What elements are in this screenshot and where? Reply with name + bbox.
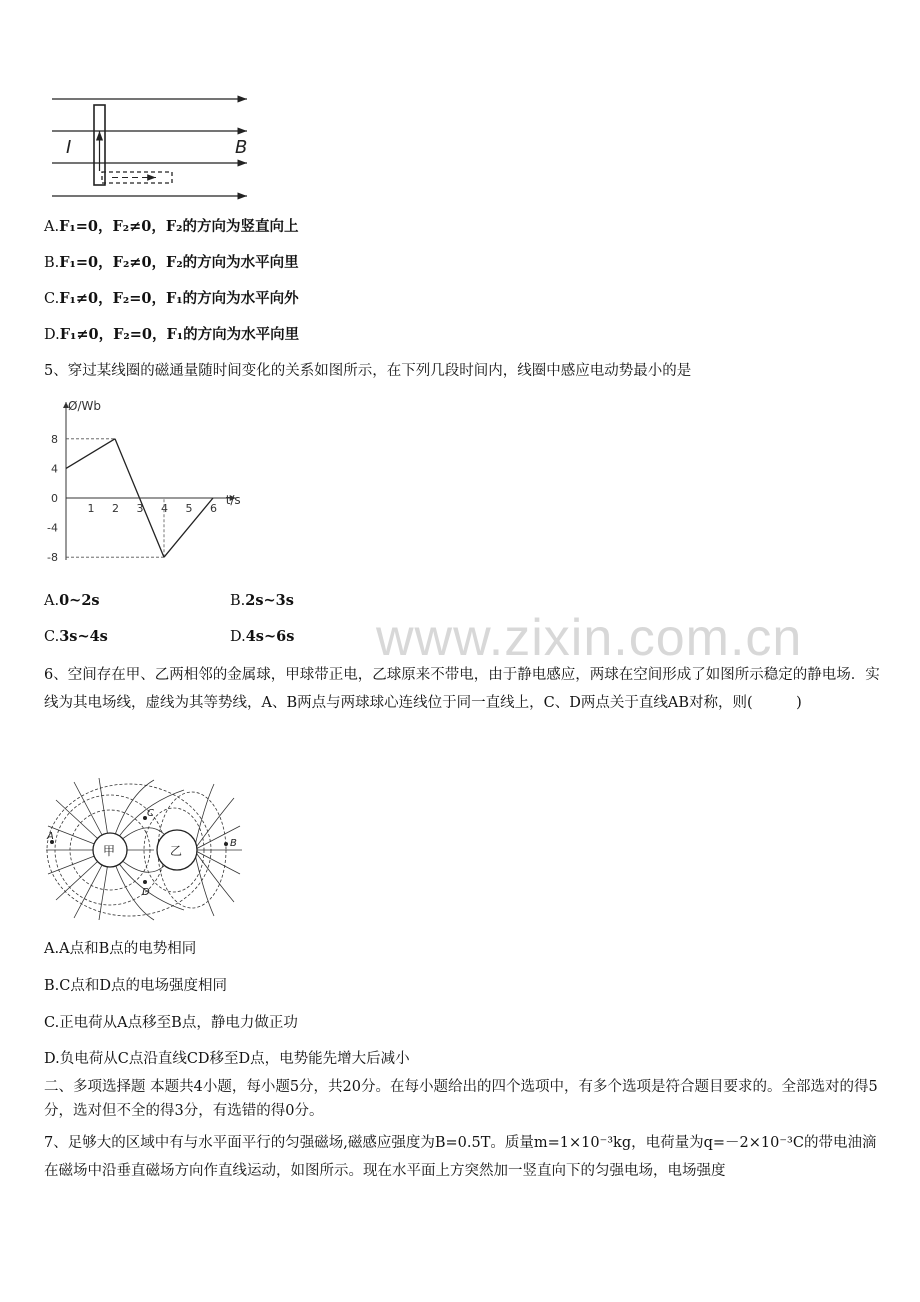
label-c: C [147, 808, 154, 819]
point-d-dot [143, 880, 147, 884]
q5-option-d: D.4s~6s [230, 628, 295, 645]
q7-stem: 7、足够大的区域中有与水平面平行的匀强磁场,磁感应强度为B=0.5T。质量m=1×10⁻³kg，电荷量为q=－2×10⁻³C的带电油滴在磁场中沿垂直磁场方向作直线运动，如图所示。现在水平面上方突然加一竖直向下的匀强电场，电场强度 [44, 1135, 877, 1179]
label-current: I [66, 137, 72, 158]
q4-option-b: B.F₁=0，F₂≠0，F₂的方向为水平向里 [44, 254, 299, 271]
y-tick-label: 4 [51, 462, 58, 476]
q6-option-d: D.负电荷从C点沿直线CD移至D点，电势能先增大后减小 [44, 1051, 410, 1067]
y-tick-label: -8 [47, 551, 58, 565]
label-d: D [142, 887, 150, 898]
label-yi: 乙 [170, 844, 183, 858]
y-tick-label: -4 [47, 521, 58, 535]
q4-option-d: D.F₁≠0，F₂=0，F₁的方向为水平向里 [44, 326, 300, 343]
q5-option-b: B.2s~3s [230, 592, 294, 609]
x-tick-label: 1 [87, 502, 95, 515]
q6-option-a: A.A点和B点的电势相同 [44, 941, 197, 957]
label-field: B [235, 137, 248, 158]
label-a: A [47, 831, 54, 842]
q4-figure [44, 86, 259, 204]
watermark: www.zixin.com.cn [376, 609, 803, 667]
point-b-dot [224, 842, 228, 846]
y-tick-label: 8 [51, 432, 58, 446]
y-axis-label: Ø/Wb [68, 399, 101, 413]
q5-stem: 5、穿过某线圈的磁通量随时间变化的关系如图所示，在下列几段时间内，线圈中感应电动势最小的是 [44, 363, 692, 379]
flux-segment [66, 439, 115, 469]
q5-option-a: A.0~2s [44, 592, 100, 609]
x-tick-label: 4 [161, 502, 168, 515]
label-b: B [230, 838, 237, 849]
x-axis-label: t/s [225, 493, 241, 507]
q5-option-c: C.3s~4s [44, 628, 108, 645]
q4-option-a: A.F₁=0，F₂≠0，F₂的方向为竖直向上 [44, 218, 299, 235]
q6-field-figure [44, 776, 244, 921]
y-tick-label: 0 [51, 492, 58, 505]
q6-option-b: B.C点和D点的电场强度相同 [44, 978, 227, 994]
section-2-heading: 二、多项选择题 本题共4小题，每小题5分，共20分。在每小题给出的四个选项中，有多个选项是符合题目要求的。全部选对的得5分，选对但不全的得3分，有选错的得0分。 [44, 1079, 878, 1119]
q4-option-c: C.F₁≠0，F₂=0，F₁的方向为水平向外 [44, 290, 299, 307]
q6-option-c: C.正电荷从A点移至B点，静电力做正功 [44, 1015, 298, 1031]
q5-flux-chart [44, 394, 254, 574]
field-lines-yi [194, 784, 242, 916]
x-tick-label: 5 [185, 502, 193, 515]
label-jia: 甲 [103, 844, 116, 858]
x-tick-label: 2 [112, 502, 119, 515]
q6-stem: 6、空间存在甲、乙两相邻的金属球，甲球带正电，乙球原来不带电，由于静电感应，两球在空间形成了如图所示稳定的静电场．实线为其电场线，虚线为其等势线，A、B两点与两球球心连线位于同一直线上，C、D两点关于直线AB对称，则( ) [44, 667, 880, 711]
x-tick-label: 3 [136, 502, 144, 515]
x-tick-label: 6 [210, 502, 217, 515]
